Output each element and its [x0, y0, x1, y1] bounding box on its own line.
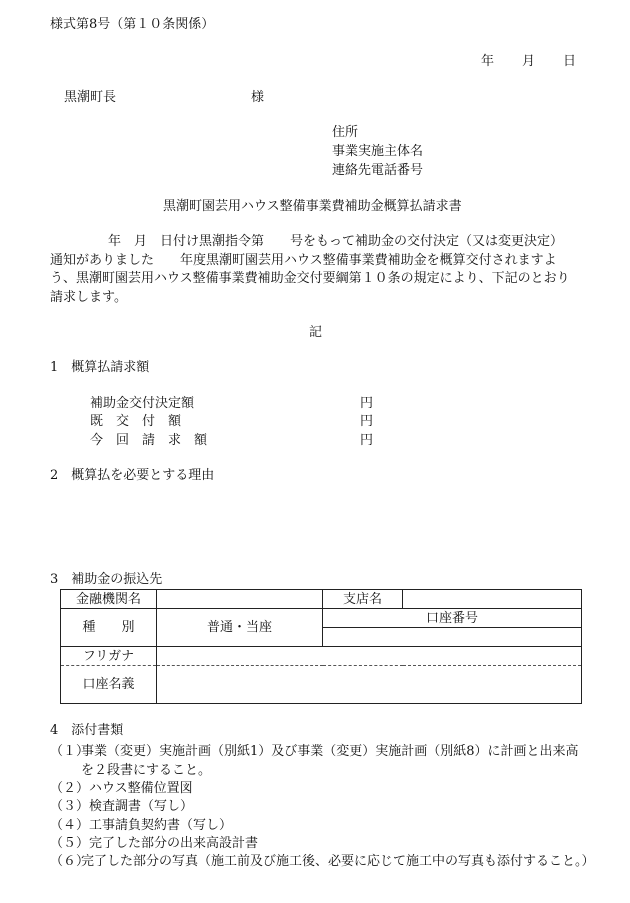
attachment-item-1	[50, 742, 590, 780]
bank-name-value	[157, 590, 323, 609]
body-line-2: 通知がありました 年度黒潮町園芸用ハウス整備事業費補助金を概算交付されますよ	[50, 253, 557, 268]
amount-label-request: 今 回 請 求 額	[90, 433, 208, 448]
furigana-label: フリガナ	[61, 647, 157, 666]
addressee-name: 黒潮町長	[64, 90, 117, 105]
applicant-phone: 連絡先電話番号	[332, 163, 424, 178]
section3-heading: 3 補助金の振込先	[50, 572, 163, 587]
bank-name-label: 金融機関名	[61, 590, 157, 609]
attachment-item-5	[50, 834, 258, 853]
bank-transfer-table	[60, 589, 582, 704]
document-title: 黒潮町園芸用ハウス整備事業費補助金概算払請求書	[163, 199, 462, 214]
section2-heading: 2 概算払を必要とする理由	[50, 468, 215, 483]
date-year: 年	[481, 54, 495, 69]
applicant-entity: 事業実施主体名	[332, 144, 424, 159]
ki-marker: 記	[309, 325, 323, 340]
account-name-label: 口座名義	[61, 666, 157, 704]
branch-label: 支店名	[323, 590, 403, 609]
addressee-honorific: 様	[251, 90, 265, 105]
amount-label-decided: 補助金交付決定額	[90, 396, 195, 411]
account-number-label: 口座番号	[323, 609, 582, 628]
account-name-value	[157, 666, 582, 704]
date-day: 日	[563, 54, 577, 69]
attachment-text-3: 検査調書（写し）	[89, 799, 194, 814]
section4-heading: 4 添付書類	[50, 723, 124, 738]
amount-unit-request: 円	[360, 433, 374, 448]
amount-unit-decided: 円	[360, 396, 374, 411]
attachment-num-4: （４）	[50, 818, 90, 833]
amount-label-paid: 既 交 付 額	[90, 414, 182, 429]
branch-value	[403, 590, 582, 609]
attachment-item-6	[50, 852, 595, 871]
attachment-num-1: （１）	[50, 744, 90, 759]
section1-heading: 1 概算払請求額	[50, 360, 150, 375]
attachment-text-5: 完了した部分の出来高設計書	[89, 836, 259, 851]
attachment-text-4: 工事請負契約書（写し）	[89, 818, 233, 833]
amount-unit-paid: 円	[360, 414, 374, 429]
attachment-num-5: （５）	[50, 836, 90, 851]
attachment-text-2: ハウス整備位置図	[89, 781, 193, 796]
attachment-text-6: 完了した部分の写真（施工前及び施工後、必要に応じて施工中の写真も添付すること。）	[81, 854, 595, 869]
form-number: 様式第8号（第１０条関係）	[50, 17, 215, 32]
attachment-item-3	[50, 797, 193, 816]
attachment-num-6: （６）	[50, 854, 90, 869]
account-number-value	[323, 628, 582, 647]
attachment-num-2: （２）	[50, 781, 90, 796]
date-month: 月	[522, 54, 536, 69]
body-line-3: う、黒潮町園芸用ハウス整備事業費補助金交付要綱第１０条の規定により、下記のとおり	[50, 271, 570, 286]
attachment-item-2	[50, 779, 193, 798]
body-line-1: 年 月 日付け黒潮指令第 号をもって補助金の交付決定（又は変更決定）	[108, 234, 564, 249]
account-type-label: 種 別	[61, 609, 157, 647]
body-line-4: 請求します。	[50, 290, 127, 305]
attachment-item-4	[50, 816, 232, 835]
furigana-value	[157, 647, 582, 666]
account-type-value: 普通・当座	[157, 609, 323, 647]
attachment-num-3: （３）	[50, 799, 90, 814]
attachment-text-1: 事業（変更）実施計画（別紙1）及び事業（変更）実施計画（別紙8）に計画と出来高を２段書にすること。	[81, 744, 579, 778]
applicant-address: 住所	[332, 125, 359, 140]
